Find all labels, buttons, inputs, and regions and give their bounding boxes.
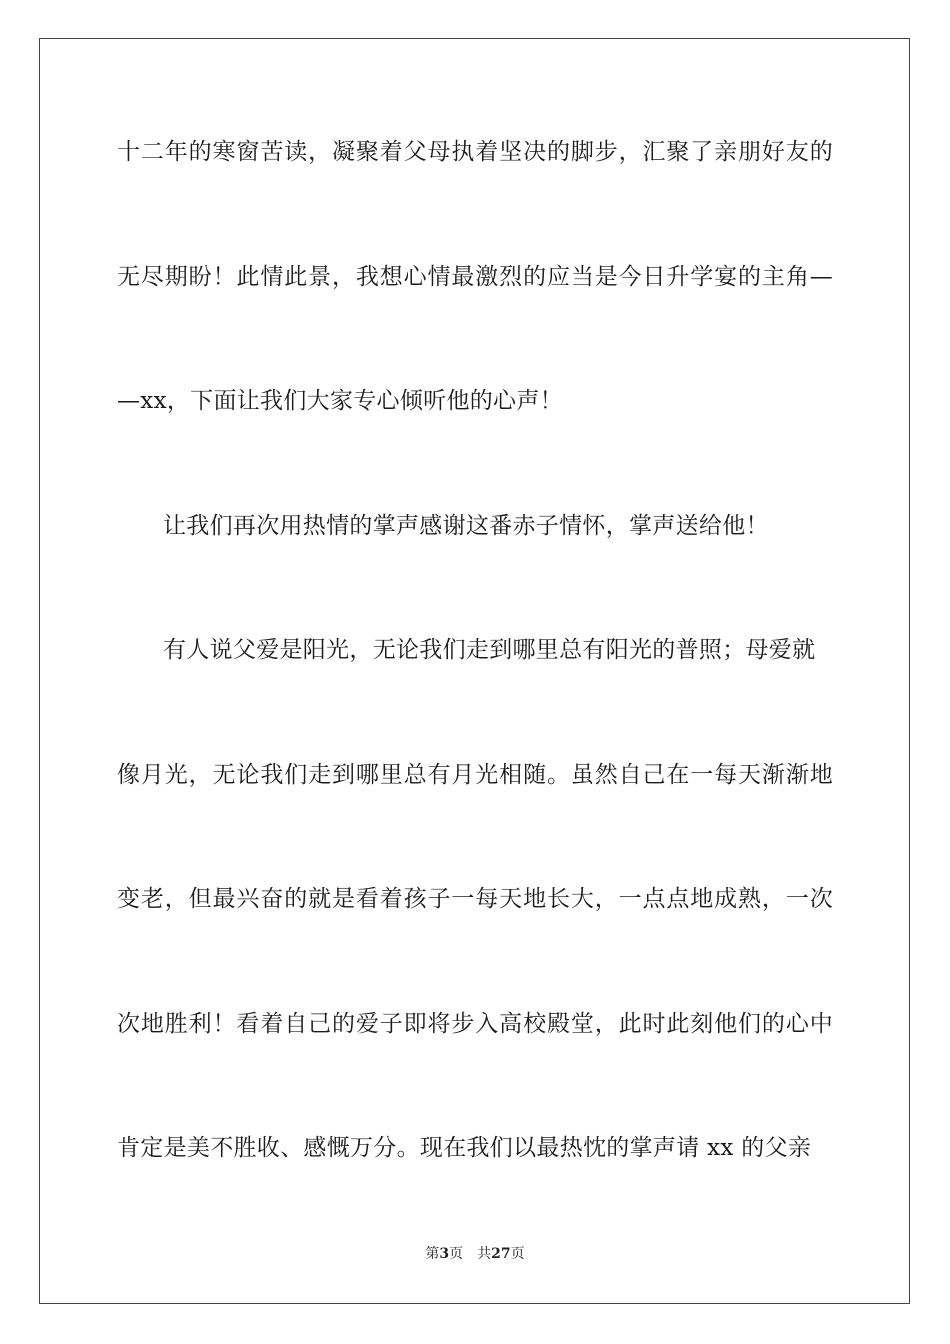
body-line-1: 十二年的寒窗苦读，凝聚着父母执着坚决的脚步，汇聚了亲朋好友的 bbox=[117, 139, 833, 165]
page-total-suffix: 页 bbox=[510, 1246, 525, 1262]
page-number-current: 3 bbox=[439, 1246, 450, 1262]
body-line-5: 有人说父爱是阳光，无论我们走到哪里总有阳光的普照；母爱就 bbox=[163, 637, 816, 663]
body-line-4: 让我们再次用热情的掌声感谢这番赤子情怀，掌声送给他！ bbox=[163, 513, 769, 539]
page-border bbox=[39, 38, 910, 1304]
page-number-total: 27 bbox=[491, 1246, 511, 1262]
page-footer bbox=[0, 1245, 950, 1263]
body-line-7: 变老，但最兴奋的就是看着孩子一每天地长大，一点点地成熟，一次 bbox=[117, 886, 833, 912]
page-number-prefix: 第 bbox=[425, 1246, 440, 1262]
body-line-8: 次地胜利！看着自己的爱子即将步入高校殿堂，此时此刻他们的心中 bbox=[117, 1011, 833, 1037]
page-total-prefix: 共 bbox=[477, 1246, 492, 1262]
body-line-6: 像月光，无论我们走到哪里总有月光相随。虽然自己在一每天渐渐地 bbox=[117, 762, 833, 788]
body-line-2: 无尽期盼！此情此景，我想心情最激烈的应当是今日升学宴的主角— bbox=[117, 264, 833, 290]
body-line-9: 肯定是美不胜收、感慨万分。现在我们以最热忱的掌声请 xx 的父亲 bbox=[117, 1135, 812, 1161]
page-number-suffix: 页 bbox=[449, 1246, 464, 1262]
body-line-3: —xx，下面让我们大家专心倾听他的心声！ bbox=[117, 388, 563, 414]
